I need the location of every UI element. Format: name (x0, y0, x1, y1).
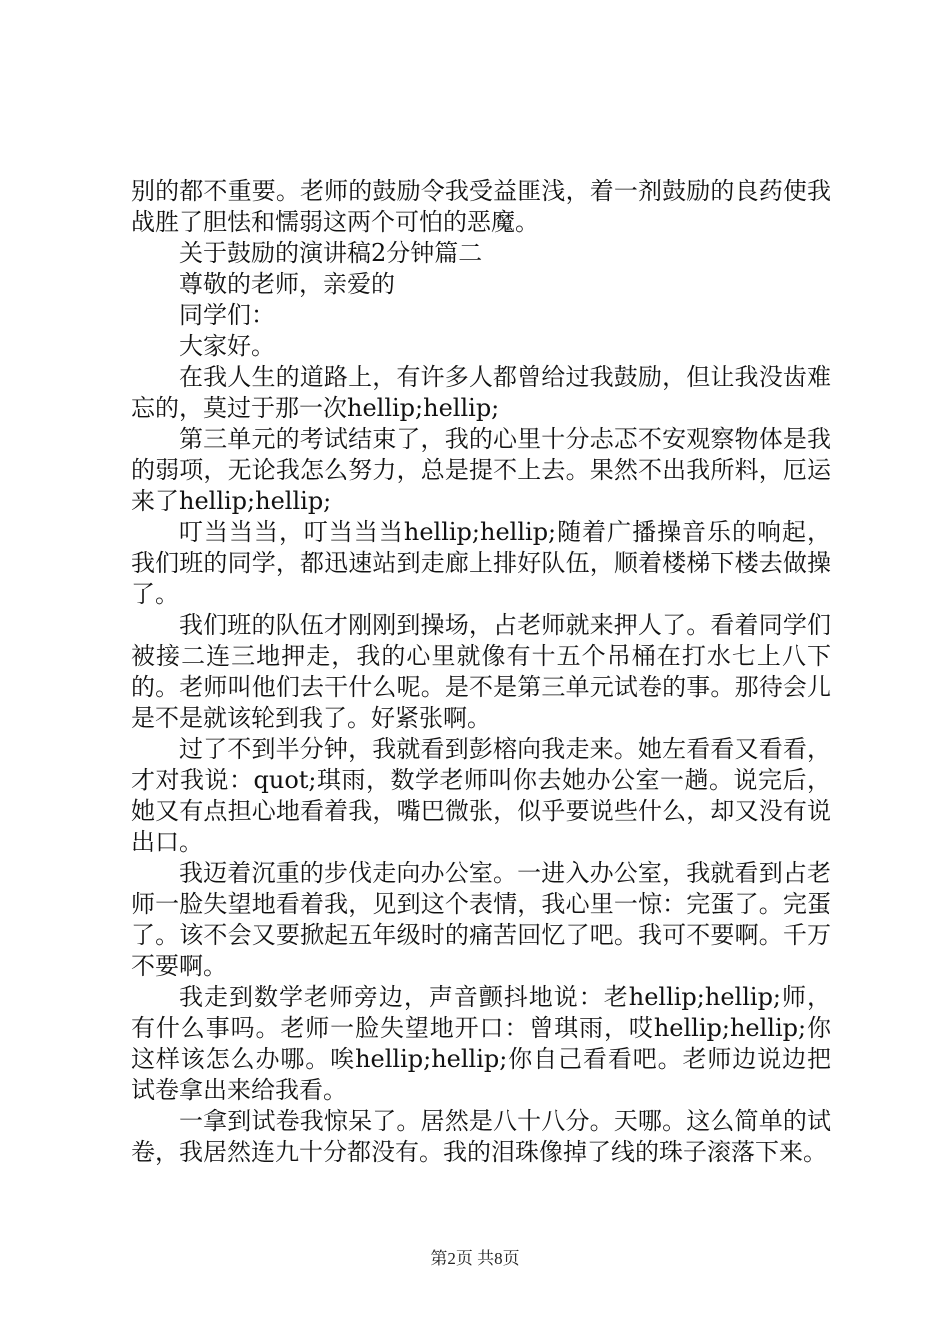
page-number-footer: 第2页 共8页 (430, 1249, 520, 1268)
paragraph: 过了不到半分钟，我就看到彭榕向我走来。她左看看又看看，才对我说：quot;琪雨，数学老师叫你去她办公室一趟。说完后，她又有点担心地看着我，嘴巴微张，似乎要说些什么，却又没有说出口。 (131, 735, 831, 856)
document-body (131, 176, 831, 1168)
paragraph: 我们班的队伍才刚刚到操场，占老师就来押人了。看着同学们被接二连三地押走，我的心里就像有十五个吊桶在打水七上八下的。老师叫他们去干什么呢。是不是第三单元试卷的事。那待会儿是不是就该轮到我了。好紧张啊。 (131, 611, 831, 732)
salutation-line: 同学们： (179, 301, 275, 329)
paragraph: 在我人生的道路上，有许多人都曾给过我鼓励，但让我没齿难忘的，莫过于那一次hellip;hellip; (131, 363, 831, 422)
paragraph: 第三单元的考试结束了，我的心里十分忐忑不安观察物体是我的弱项，无论我怎么努力，总是提不上去。果然不出我所料，厄运来了hellip;hellip; (131, 425, 831, 515)
paragraph: 叮当当当，叮当当当hellip;hellip;随着广播操音乐的响起，我们班的同学，都迅速站到走廊上排好队伍，顺着楼梯下楼去做操了。 (131, 518, 831, 608)
paragraph: 我迈着沉重的步伐走向办公室。一进入办公室，我就看到占老师一脸失望地看着我，见到这个表情，我心里一惊：完蛋了。完蛋了。该不会又要掀起五年级时的痛苦回忆了吧。我可不要啊。千万不要啊。 (131, 859, 831, 980)
salutation-line: 尊敬的老师，亲爱的 (179, 270, 395, 298)
paragraph: 我走到数学老师旁边，声音颤抖地说：老hellip;hellip;师，有什么事吗。老师一脸失望地开口：曾琪雨，哎hellip;hellip;你这样该怎么办哪。唉hellip;hellip;你自己看看吧。老师边说边把试卷拿出来给我看。 (131, 983, 831, 1104)
paragraph: 一拿到试卷我惊呆了。居然是八十八分。天哪。这么简单的试卷，我居然连九十分都没有。我的泪珠像掉了线的珠子滚落下来。 (131, 1107, 831, 1166)
greeting-line: 大家好。 (179, 332, 275, 360)
paragraph: 别的都不重要。老师的鼓励令我受益匪浅，着一剂鼓励的良药使我战胜了胆怯和懦弱这两个可怕的恶魔。 (131, 177, 831, 236)
section-heading: 关于鼓励的演讲稿2分钟篇二 (179, 239, 483, 267)
